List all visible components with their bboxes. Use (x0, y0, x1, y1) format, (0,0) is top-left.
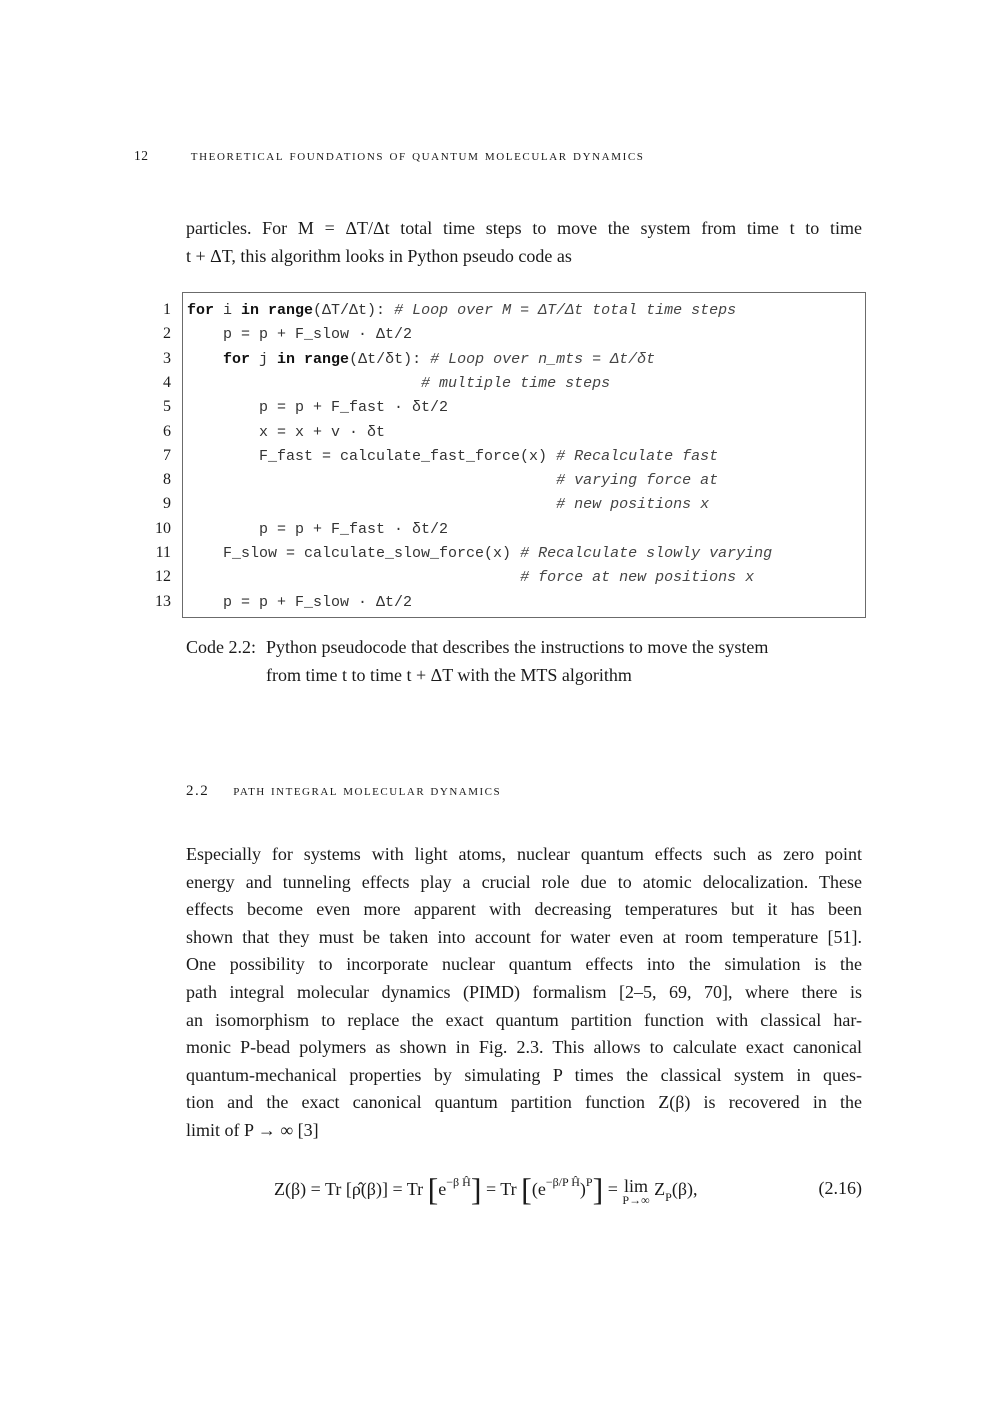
eq-part: e (438, 1179, 447, 1199)
eq-lim: lim (624, 1176, 649, 1196)
code-comment: # new positions x (556, 496, 710, 514)
code-comment: # force at new positions x (520, 569, 755, 587)
body-line: Especially for systems with light atoms, nuclear quantum effects such as zero point (186, 844, 862, 864)
code-segment: p = p + F_slow · Δt/2 (187, 326, 413, 344)
body-line: path integral molecular dynamics (PIMD) formalism [2–5, 69, 70], where there is (186, 981, 862, 1002)
eq-part: ) (579, 1179, 586, 1199)
equation-2-16 (270, 1166, 862, 1210)
code-segment (187, 351, 223, 368)
section-title: path integral molecular dynamics (233, 783, 502, 799)
code-keyword: for (223, 350, 251, 368)
eq-lim-sub: P→∞ (622, 1193, 650, 1207)
code-line (163, 421, 865, 445)
page-number: 12 (134, 148, 149, 163)
code-text (187, 424, 385, 441)
code-text (187, 545, 772, 562)
code-text (187, 569, 754, 586)
code-segment (187, 496, 556, 513)
code-line-number: 7 (163, 446, 171, 464)
code-line (155, 591, 865, 615)
code-comment: # multiple time steps (421, 374, 611, 392)
code-line (163, 469, 865, 493)
code-line-number: 6 (163, 422, 171, 440)
body-paragraph (186, 841, 862, 1145)
code-text (187, 399, 448, 416)
code-keyword: for (187, 302, 215, 319)
code-line (155, 518, 865, 542)
intro-paragraph (186, 215, 862, 270)
code-line-number: 11 (155, 544, 171, 561)
code-segment: F_fast = calculate_fast_force(x) (187, 447, 557, 465)
code-text (187, 472, 718, 489)
code-segment: p = p + F_fast · δt/2 (187, 520, 449, 538)
code-text (187, 521, 448, 538)
code-comment: # Recalculate fast (556, 447, 719, 465)
code-comment: # Recalculate slowly varying (520, 545, 773, 562)
code-line-number: 1 (163, 301, 171, 318)
code-text (187, 496, 709, 513)
code-line-number: 13 (155, 592, 171, 610)
eq-part: (e (531, 1179, 546, 1199)
code-segment: j (250, 350, 278, 368)
code-segment: p = p + F_slow · Δt/2 (187, 593, 413, 611)
body-line: shown that they must be taken into account for water even at room temperature [51]. (186, 926, 862, 947)
code-line-number: 4 (163, 373, 171, 391)
eq-part: Z(β) = Tr [ρ̂(β)] = Tr (274, 1179, 424, 1199)
body-line: an isomorphism to replace the exact quantum partition function with classical har- (186, 1009, 862, 1030)
body-line: tion and the exact canonical quantum partition function Z(β) is recovered in the (186, 1092, 862, 1113)
code-segment (187, 569, 520, 586)
code-comment: # Loop over n_mts = Δt/δt (430, 350, 656, 368)
code-line-number: 12 (155, 568, 171, 586)
body-line: effects become even more apparent with decreasing temperatures but it has been (186, 899, 862, 920)
code-line (163, 445, 865, 469)
code-line (163, 323, 865, 347)
equation-body: Z(β) = Tr [ρ̂(β)] = Tr $[e^{-\beta Ĥ}] = Tr$ $[(e^{-\beta/P Ĥ})^P] = \lim$ P→∞ $Z_P(\beta)$, (274, 1171, 698, 1207)
code-text (187, 375, 610, 392)
code-line-number: 8 (163, 471, 171, 489)
code-text (187, 448, 718, 465)
code-line (163, 396, 865, 420)
body-line: quantum-mechanical properties by simulating P times the classical system in ques- (186, 1064, 862, 1085)
code-segment (187, 375, 421, 392)
body-line: limit of P → ∞ [3] (186, 1119, 319, 1140)
section-number: 2.2 (186, 783, 210, 799)
eq-part: = Tr (485, 1179, 517, 1199)
caption-line-1: Python pseudocode that describes the instructions to move the system (266, 637, 769, 657)
equation-number: (2.16) (818, 1178, 862, 1198)
eq-part: = (607, 1179, 618, 1199)
code-keyword: in range (277, 350, 350, 368)
code-line (163, 372, 865, 396)
eq-subscript: P (665, 1190, 672, 1204)
code-line-number: 3 (163, 349, 171, 367)
code-segment: F_slow = calculate_slow_force(x) (187, 545, 521, 562)
code-segment (187, 472, 556, 489)
code-text (187, 326, 412, 343)
code-line-number: 2 (163, 325, 171, 343)
code-keyword: in range (241, 302, 314, 319)
body-line: One possibility to incorporate nuclear quantum effects into the simulation is the (186, 954, 862, 975)
code-line (163, 299, 865, 323)
caption-line-2: from time t to time t + ΔT with the MTS algorithm (266, 664, 632, 685)
code-line (155, 542, 865, 566)
body-line: monic P-bead polymers as shown in Fig. 2.3. This allows to calculate exact canonical (186, 1037, 862, 1058)
code-line (155, 566, 865, 590)
code-comment: # varying force at (556, 472, 719, 490)
code-text (187, 351, 655, 368)
code-line (163, 348, 865, 372)
code-line-number: 5 (163, 398, 171, 416)
code-segment: i (214, 302, 242, 319)
code-segment: (Δt/δt): (349, 350, 431, 368)
eq-part: Z (654, 1179, 666, 1199)
caption-label: Code 2.2: (186, 637, 256, 657)
eq-part: (β), (671, 1179, 698, 1199)
code-text (187, 302, 736, 319)
code-line-number: 9 (163, 495, 171, 513)
body-line: energy and tunneling effects play a crucial role due to atomic delocalization. These (186, 871, 862, 892)
code-segment: (ΔT/Δt): (313, 302, 395, 319)
eq-exponent: −β Ĥ (446, 1175, 471, 1189)
intro-line: particles. For M = ΔT/Δt total time steps to move the system from time t to time (186, 218, 862, 238)
intro-line: t + ΔT, this algorithm looks in Python pseudo code as (186, 245, 572, 266)
code-segment: p = p + F_fast · δt/2 (187, 399, 449, 417)
code-text (187, 594, 412, 611)
code-comment: # Loop over M = ΔT/Δt total time steps (394, 302, 737, 319)
eq-exponent: −β/P Ĥ (545, 1175, 580, 1189)
code-listing (155, 292, 866, 618)
code-line-number: 10 (155, 519, 171, 537)
code-caption (186, 634, 866, 689)
running-header (134, 148, 645, 165)
code-segment: x = x + v · δt (187, 423, 386, 441)
eq-limit (622, 1176, 649, 1208)
eq-power: P (585, 1175, 593, 1189)
running-title: theoretical foundations of quantum molecular dynamics (190, 148, 645, 164)
code-line (163, 493, 865, 517)
section-heading (186, 783, 501, 800)
